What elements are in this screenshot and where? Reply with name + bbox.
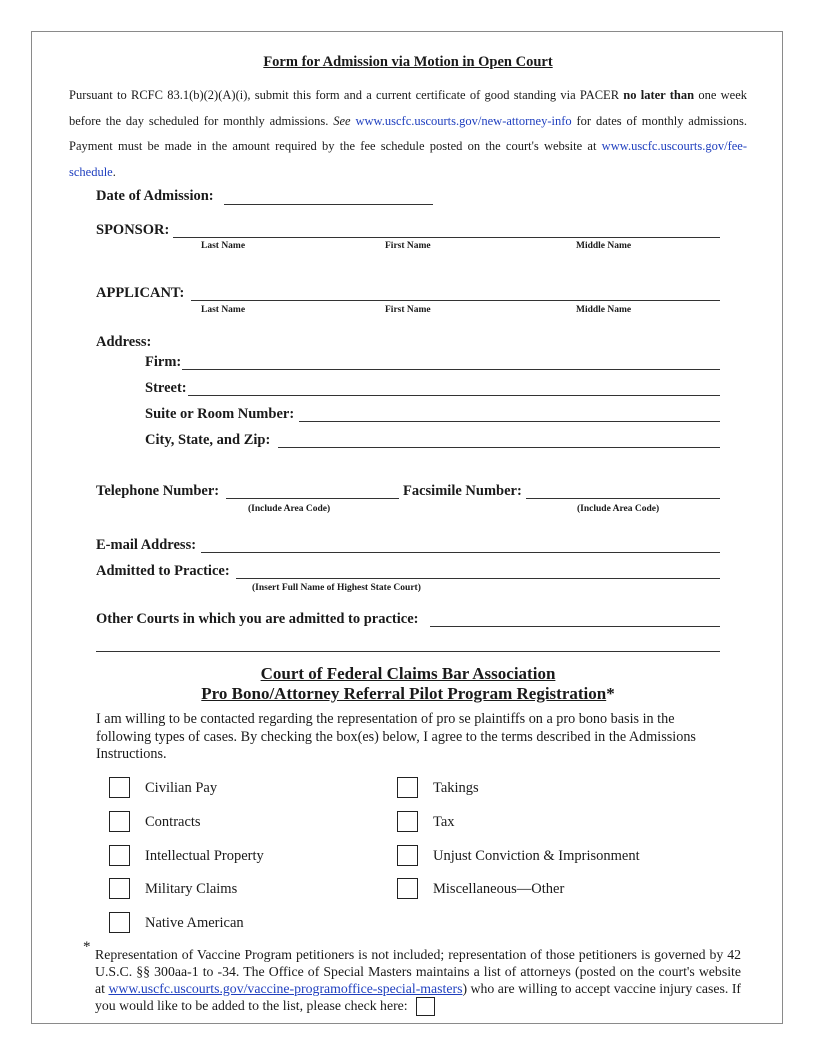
firm-field[interactable] <box>182 369 720 370</box>
applicant-name-field[interactable] <box>191 300 720 301</box>
new-attorney-info-link[interactable]: www.uscfc.uscourts.gov/new-attorney-info <box>355 113 572 128</box>
probono-heading-1: Court of Federal Claims Bar Association <box>260 664 556 683</box>
form-title: Form for Admission via Motion in Open Court <box>263 54 553 70</box>
email-field[interactable] <box>201 552 720 553</box>
street-field[interactable] <box>188 395 720 396</box>
military-claims-checkbox[interactable] <box>109 878 130 899</box>
admitted-to-practice-label: Admitted to Practice: <box>96 563 230 579</box>
contracts-checkbox[interactable] <box>109 811 130 832</box>
sponsor-label: SPONSOR: <box>96 222 170 238</box>
applicant-first-name-caption: First Name <box>385 305 431 315</box>
suite-label: Suite or Room Number: <box>145 406 295 422</box>
applicant-middle-name-caption: Middle Name <box>576 305 632 315</box>
city-state-zip-label: City, State, and Zip: <box>145 432 271 448</box>
suite-field[interactable] <box>299 421 720 422</box>
takings-label: Takings <box>433 780 479 796</box>
applicant-last-name-caption: Last Name <box>201 305 246 315</box>
telephone-area-code-hint: (Include Area Code) <box>248 504 331 514</box>
other-courts-label: Other Courts in which you are admitted to practice: <box>96 611 419 627</box>
date-of-admission-label: Date of Admission: <box>96 188 214 204</box>
street-label: Street: <box>145 380 187 396</box>
unjust-conviction-checkbox[interactable] <box>397 845 418 866</box>
tax-label: Tax <box>433 814 455 830</box>
sponsor-last-name-caption: Last Name <box>201 241 246 251</box>
firm-label: Firm: <box>145 354 182 370</box>
sponsor-name-field[interactable] <box>173 237 720 238</box>
date-of-admission-field[interactable] <box>224 204 433 205</box>
fee-schedule-link[interactable]: www.uscfc.uscourts.gov/fee-schedule <box>69 139 747 179</box>
address-label: Address: <box>96 334 152 350</box>
sponsor-first-name-caption: First Name <box>385 241 431 251</box>
applicant-label: APPLICANT: <box>96 285 185 301</box>
email-label: E-mail Address: <box>96 537 197 553</box>
takings-checkbox[interactable] <box>397 777 418 798</box>
civilian-pay-checkbox[interactable] <box>109 777 130 798</box>
facsimile-area-code-hint: (Include Area Code) <box>577 504 660 514</box>
vaccine-special-masters-link[interactable]: www.uscfc.uscourts.gov/vaccine-programoffice-special-masters <box>108 981 463 996</box>
miscellaneous-label: Miscellaneous—Other <box>433 881 565 897</box>
probono-heading-2: Pro Bono/Attorney Referral Pilot Program Registration* <box>201 684 615 703</box>
unjust-conviction-label: Unjust Conviction & Imprisonment <box>433 848 640 864</box>
facsimile-label: Facsimile Number: <box>403 483 522 499</box>
city-state-zip-field[interactable] <box>278 447 720 448</box>
other-courts-field-line2[interactable] <box>96 651 720 652</box>
sponsor-middle-name-caption: Middle Name <box>576 241 632 251</box>
footnote-asterisk: * <box>83 939 91 955</box>
tax-checkbox[interactable] <box>397 811 418 832</box>
civilian-pay-label: Civilian Pay <box>145 780 218 796</box>
telephone-label: Telephone Number: <box>96 483 220 499</box>
military-claims-label: Military Claims <box>145 881 238 897</box>
admitted-to-practice-field[interactable] <box>236 578 720 579</box>
intro-paragraph: Pursuant to RCFC 83.1(b)(2)(A)(i), submit this form and a current certificate of good standing via PACER no later than one week before the day scheduled for monthly admissions. See www.uscfc.uscourts.gov/new-attorney-info for dates of monthly admissions. Payment must be made in the amount required by the fee schedule posted on the court's website at www.uscfc.uscourts.gov/fee-schedule. <box>69 88 748 179</box>
telephone-field[interactable] <box>226 498 399 499</box>
facsimile-field[interactable] <box>526 498 720 499</box>
admitted-to-practice-hint: (Insert Full Name of Highest State Court) <box>252 583 421 593</box>
contracts-label: Contracts <box>145 814 201 830</box>
intellectual-property-checkbox[interactable] <box>109 845 130 866</box>
native-american-checkbox[interactable] <box>109 912 130 933</box>
other-courts-field[interactable] <box>430 626 720 627</box>
native-american-label: Native American <box>145 915 244 931</box>
vaccine-list-checkbox[interactable] <box>416 997 435 1016</box>
footnote-text: Representation of Vaccine Program petitioners is not included; representation of those petitioners is governed by 42 U.S.C. §§ 300aa-1 to -34. The Office of Special Masters maintains a list of attorneys (posted on the court's website at www.uscfc.uscourts.gov/vaccine-programoffice-special-masters) who are willing to accept vaccine injury cases. If you would like to be added to the list, please check here: <box>95 946 741 1016</box>
miscellaneous-checkbox[interactable] <box>397 878 418 899</box>
probono-description: I am willing to be contacted regarding the representation of pro se plaintiffs on a pro bono basis in the following types of cases. By checking the box(es) below, I agree to the terms described in the Admissions Instructions. <box>96 711 696 762</box>
intellectual-property-label: Intellectual Property <box>145 848 264 864</box>
